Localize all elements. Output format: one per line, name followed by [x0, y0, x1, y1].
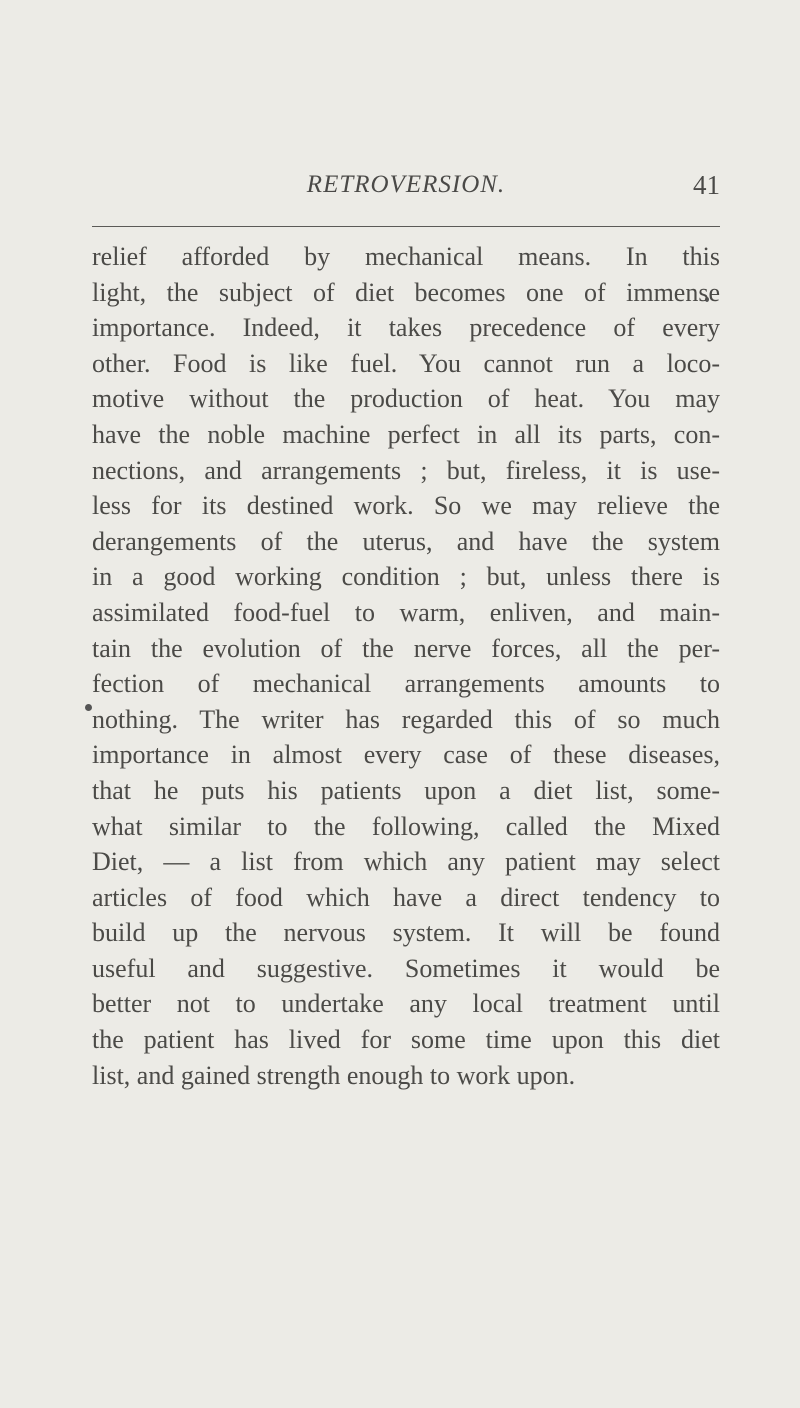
text-line: build up the nervous system. It will be found	[92, 918, 720, 948]
header-rule	[92, 226, 720, 227]
text-line: tain the evolution of the nerve forces, all the per-	[92, 633, 720, 663]
text-line: importance. Indeed, it takes precedence of every	[92, 313, 720, 343]
text-line: motive without the production of heat. You may	[92, 384, 720, 414]
text-line: in a good working condition ; but, unless there is	[92, 562, 720, 592]
text-line: nothing. The writer has regarded this of so much	[92, 704, 720, 734]
running-header	[92, 161, 720, 201]
text-line: less for its destined work. So we may relieve the	[92, 491, 720, 521]
text-line: better not to undertake any local treatment until	[92, 989, 720, 1019]
margin-ink-dot	[85, 704, 92, 711]
text-line: other. Food is like fuel. You cannot run a loco-	[92, 348, 720, 378]
text-line-last: list, and gained strength enough to work upon.	[92, 1060, 576, 1090]
text-line: importance in almost every case of these diseases,	[92, 740, 720, 770]
text-line: articles of food which have a direct tendency to	[92, 882, 720, 912]
text-line: light, the subject of diet becomes one of immense	[92, 277, 720, 307]
page-number: 41	[693, 170, 720, 200]
text-line: relief afforded by mechanical means. In this	[92, 242, 720, 271]
body-paragraph	[92, 239, 720, 1093]
text-line: the patient has lived for some time upon this diet	[92, 1025, 720, 1055]
text-line: nections, and arrangements ; but, fireless, it is use-	[92, 455, 720, 485]
text-line: derangements of the uterus, and have the system	[92, 526, 720, 556]
running-title: RETROVERSION.	[306, 171, 506, 198]
text-line: have the noble machine perfect in all its parts, con-	[92, 419, 720, 449]
text-line: fection of mechanical arrangements amounts to	[92, 669, 720, 699]
text-line: what similar to the following, called the Mixed	[92, 811, 720, 841]
text-line: that he puts his patients upon a diet list, some-	[92, 775, 720, 805]
text-line: useful and suggestive. Sometimes it would be	[92, 953, 720, 983]
text-line: assimilated food-fuel to warm, enliven, and main-	[92, 597, 720, 627]
text-line: Diet, — a list from which any patient may select	[92, 847, 720, 877]
